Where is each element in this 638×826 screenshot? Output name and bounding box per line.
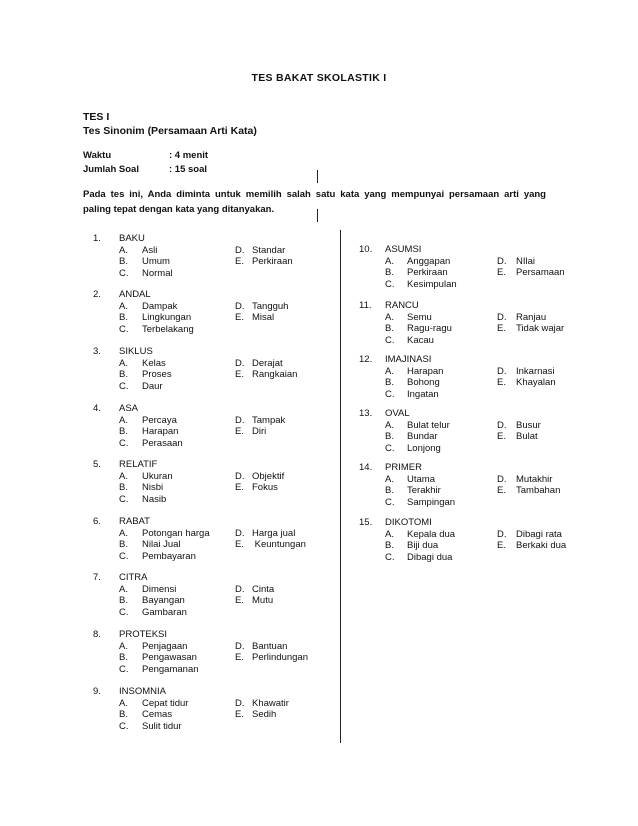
instructions-line-2: paling tepat dengan kata yang ditanyakan. [83,204,275,215]
option-text: Penjagaan [142,640,188,652]
option-text: Keuntungan [252,539,306,550]
option-text: Pengawasan [142,652,197,663]
option-text: Cepat tidur [142,697,189,709]
option-text: Harga jual [252,527,296,539]
option-letter: C. [119,551,129,562]
option-text: Utama [407,473,435,485]
option-text: Bulat telur [407,419,450,431]
option-letter: C. [119,381,129,392]
option-text: Tampak [252,414,286,426]
option-letter: A. [119,583,128,595]
option-letter: B. [385,323,394,334]
option-text: NIlai [516,255,536,267]
option-text: Tidak wajar [516,323,565,334]
option-letter: E. [497,431,506,442]
option-text: Khawatir [252,697,289,709]
option-letter: D. [235,414,245,426]
option-letter: E. [497,540,506,551]
option-letter: C. [119,438,129,449]
option-text: Bohong [407,377,440,388]
option-letter: D. [235,357,245,369]
option-text: Tambahan [516,485,561,496]
page-title: TES BAKAT SKOLASTIK I [251,72,387,84]
option-text: Terakhir [407,485,441,496]
option-letter: A. [119,697,128,709]
option-text: Busur [516,419,541,431]
option-letter: A. [119,244,128,256]
option-text: Misal [252,312,275,323]
option-letter: B. [119,539,128,550]
option-letter: E. [235,709,244,720]
option-letter: D. [235,300,245,312]
option-letter: E. [235,482,244,493]
option-text: Khayalan [516,377,556,388]
question-number: 10. [359,244,373,255]
column-divider [340,230,341,743]
option-text: Semu [407,311,432,323]
option-text: Pengamanan [142,664,199,675]
question-word: IMAJINASI [385,354,432,365]
count-value: : 15 soal [169,164,208,175]
option-letter: B. [385,377,394,388]
question-word: RANCU [385,300,419,311]
option-letter: A. [119,300,128,312]
option-letter: C. [119,268,129,279]
option-text: Asli [142,244,158,256]
option-letter: C. [119,664,129,675]
option-letter: E. [235,256,244,267]
option-text: Inkarnasi [516,365,555,377]
option-text: Sulit tidur [142,721,182,732]
count-label: Jumlah Soal [83,164,139,175]
question-word: RELATIF [119,459,158,470]
option-text: Dimensi [142,583,177,595]
option-text: Mutu [252,595,274,606]
option-text: Kacau [407,335,434,346]
option-letter: C. [385,552,395,563]
option-text: Bulat [516,431,538,442]
option-letter: D. [235,527,245,539]
question-word: BAKU [119,233,145,244]
option-letter: A. [385,365,394,377]
option-text: Anggapan [407,255,451,267]
option-letter: E. [235,595,244,606]
option-letter: D. [497,528,507,540]
column-marker [317,170,318,183]
option-text: Potongan harga [142,527,210,539]
option-text: Harapan [407,365,444,377]
question-word: DIKOTOMI [385,517,432,528]
option-letter: E. [497,323,506,334]
column-marker [317,209,318,222]
option-text: Persamaan [516,267,565,278]
option-letter: C. [385,497,395,508]
time-label: Waktu [83,150,112,161]
option-text: Gambaran [142,607,187,618]
question-number: 4. [93,403,101,414]
question-number: 8. [93,629,101,640]
option-letter: A. [385,311,394,323]
option-letter: A. [385,255,394,267]
option-letter: E. [497,485,506,496]
option-text: Lonjong [407,443,441,454]
option-letter: B. [119,369,128,380]
question-number: 13. [359,408,373,419]
option-text: Dibagi dua [407,552,453,563]
option-text: Ragu-ragu [407,323,452,334]
option-letter: E. [235,539,244,550]
option-letter: D. [497,419,507,431]
option-letter: C. [119,494,129,505]
instructions [83,187,546,217]
option-letter: D. [497,255,507,267]
option-text: Cinta [252,583,275,595]
option-letter: A. [385,419,394,431]
time-row [83,150,208,161]
question-number: 2. [93,289,101,300]
option-text: Dibagi rata [516,528,562,540]
option-text: Derajat [252,357,283,369]
option-text: Rangkaian [252,369,298,380]
question-word: PRIMER [385,462,422,473]
question-number: 6. [93,516,101,527]
option-text: Normal [142,268,173,279]
option-text: Kepala dua [407,528,456,540]
section-subtitle: Tes Sinonim (Persamaan Arti Kata) [83,125,257,137]
option-letter: C. [385,279,395,290]
question-word: INSOMNIA [119,686,166,697]
section-heading: TES I [83,111,110,123]
question-word: OVAL [385,408,410,419]
option-text: Perlindungan [252,652,308,663]
question-number: 12. [359,354,373,365]
option-text: Umum [142,256,170,267]
option-letter: B. [385,485,394,496]
question-word: ANDAL [119,289,151,300]
option-letter: D. [235,583,245,595]
option-text: Sampingan [407,497,456,508]
option-letter: A. [119,414,128,426]
option-text: Bundar [407,431,438,442]
option-letter: D. [235,244,245,256]
option-text: Bantuan [252,640,288,652]
option-text: Fokus [252,482,278,493]
option-letter: D. [235,697,245,709]
option-letter: A. [385,528,394,540]
option-text: Perkiraan [252,256,293,267]
option-letter: D. [235,640,245,652]
option-letter: B. [385,267,394,278]
question-number: 11. [359,300,372,311]
question-word: RABAT [119,516,150,527]
option-text: Berkaki dua [516,540,567,551]
option-text: Dampak [142,300,178,312]
option-text: Perasaan [142,438,183,449]
question-word: ASA [119,403,139,414]
option-letter: C. [385,335,395,346]
option-letter: D. [497,365,507,377]
option-letter: D. [497,311,507,323]
option-letter: E. [235,652,244,663]
option-text: Harapan [142,426,179,437]
count-row [83,164,207,175]
question-word: PROTEKSI [119,629,168,640]
option-letter: E. [497,267,506,278]
time-value: : 4 menit [169,150,209,161]
option-text: Biji dua [407,540,439,551]
option-letter: B. [119,312,128,323]
option-text: Nilai Jual [142,539,181,550]
option-text: Tangguh [252,300,289,312]
option-text: Lingkungan [142,312,192,323]
option-letter: B. [119,652,128,663]
option-letter: E. [235,426,244,437]
option-letter: E. [235,369,244,380]
option-letter: B. [119,426,128,437]
option-letter: A. [119,357,128,369]
option-text: Ranjau [516,311,547,323]
option-text: Ukuran [142,470,173,482]
option-letter: C. [119,721,129,732]
option-text: Pembayaran [142,551,196,562]
option-text: Standar [252,244,286,256]
question-word: ASUMSI [385,244,422,255]
option-text: Objektif [252,470,285,482]
option-text: Percaya [142,414,177,426]
option-text: Sedih [252,709,277,720]
option-text: Nisbi [142,482,164,493]
option-letter: C. [385,443,395,454]
option-letter: B. [119,595,128,606]
option-text: Daur [142,381,163,392]
option-text: Diri [252,426,267,437]
option-text: Cemas [142,709,173,720]
option-letter: E. [497,377,506,388]
option-text: Kesimpulan [407,279,457,290]
option-text: Bayangan [142,595,185,606]
option-text: Ingatan [407,389,439,400]
option-letter: E. [235,312,244,323]
option-text: Terbelakang [142,324,194,335]
option-letter: A. [119,640,128,652]
option-letter: D. [497,473,507,485]
question-number: 1. [93,233,101,244]
option-letter: A. [385,473,394,485]
question-number: 14. [359,462,373,473]
option-letter: B. [385,431,394,442]
option-letter: A. [119,470,128,482]
question-number: 15. [359,517,373,528]
option-letter: A. [119,527,128,539]
option-letter: B. [385,540,394,551]
option-letter: B. [119,709,128,720]
option-text: Nasib [142,494,167,505]
option-letter: B. [119,482,128,493]
option-letter: C. [119,607,129,618]
option-letter: D. [235,470,245,482]
question-number: 5. [93,459,101,470]
option-text: Kelas [142,357,166,369]
option-text: Mutakhir [516,473,553,485]
option-letter: C. [119,324,129,335]
question-word: CITRA [119,572,148,583]
question-number: 3. [93,346,101,357]
option-text: Perkiraan [407,267,448,278]
option-letter: B. [119,256,128,267]
option-letter: C. [385,389,395,400]
question-word: SIKLUS [119,346,153,357]
question-number: 9. [93,686,101,697]
instructions-line-1: Pada tes ini, Anda diminta untuk memilih salah satu kata yang mempunyai persamaan arti yang [83,189,546,200]
question-number: 7. [93,572,101,583]
option-text: Proses [142,369,172,380]
